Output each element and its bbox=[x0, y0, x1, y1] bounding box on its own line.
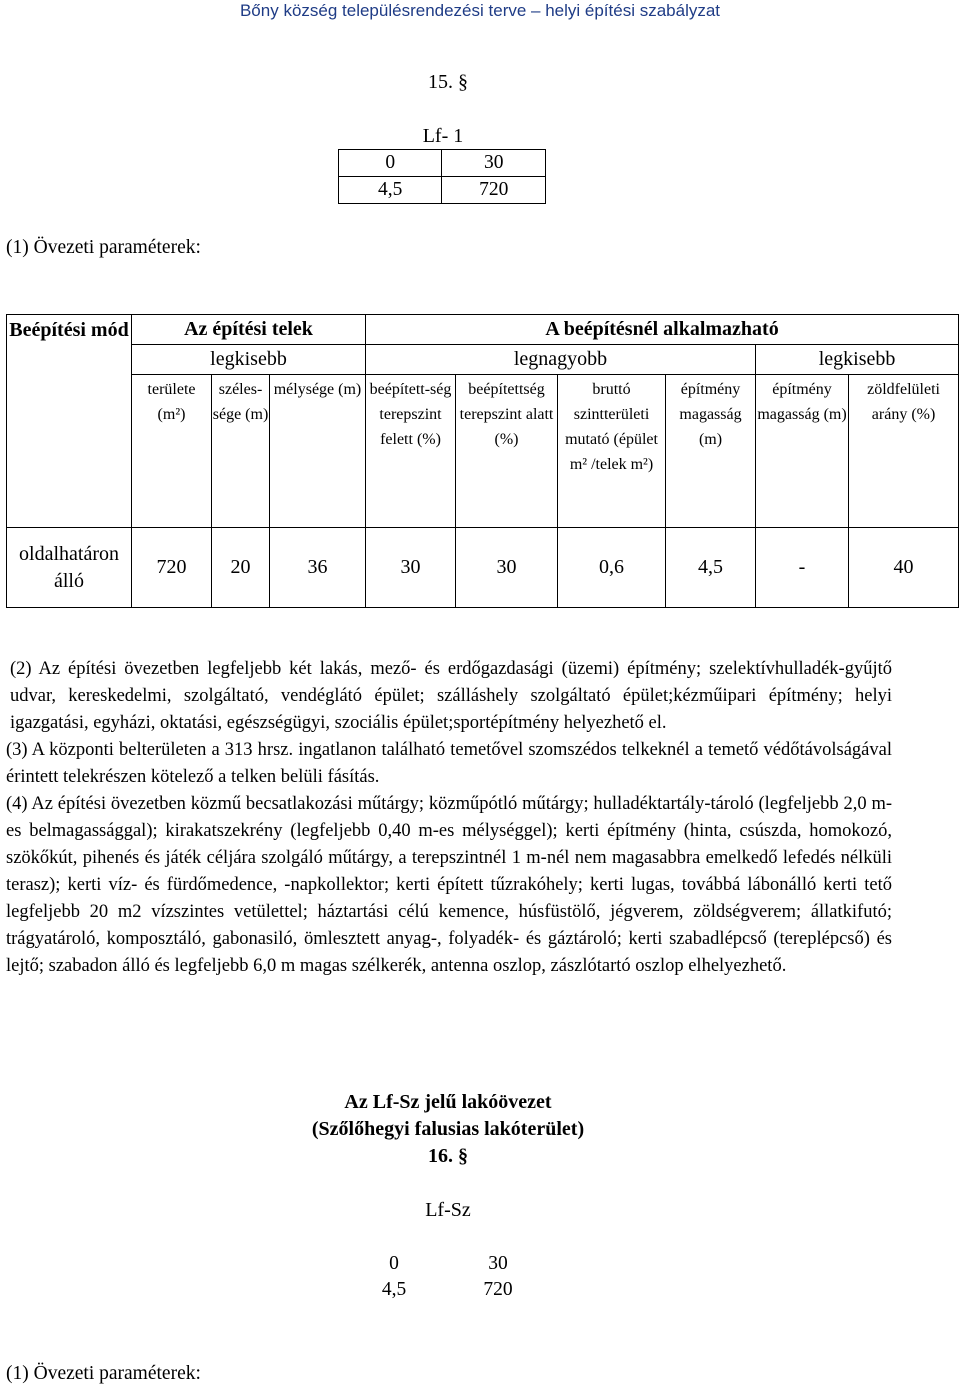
section-16-zone-title: Az Lf-Sz jelű lakóövezet bbox=[344, 1091, 552, 1113]
header-depth: mélysége (m) bbox=[270, 375, 366, 528]
zone-box-cell: 0 bbox=[339, 150, 442, 177]
header-floor-area-ratio: bruttó szintterületi mutató (épület m² /telek m²) bbox=[558, 375, 666, 528]
section-16-zone-box bbox=[342, 1251, 550, 1303]
header-building-height-max: építmény magasság (m) bbox=[666, 375, 756, 528]
section-16-params-heading: (1) Övezeti paraméterek: bbox=[6, 1363, 201, 1384]
zone-box-cell: 720 bbox=[483, 1279, 513, 1300]
header-coverage-above: beépített-ség terepszint felett (%) bbox=[366, 375, 456, 528]
header-green-ratio: zöldfelületi arány (%) bbox=[849, 375, 959, 528]
zone-box-cell: 0 bbox=[389, 1253, 399, 1274]
header-building-mode: Beépítési mód bbox=[7, 315, 132, 528]
header-building-height-min: építmény magasság (m) bbox=[756, 375, 849, 528]
header-area: területe (m²) bbox=[132, 375, 212, 528]
section-15-zone-code: Lf- 1 bbox=[422, 125, 464, 147]
zone-box-cell: 4,5 bbox=[339, 177, 442, 204]
section-16-number: 16. § bbox=[428, 1145, 468, 1167]
paragraph-2: (2) Az építési övezetben legfeljebb két lakás, mező- és erdőgazdasági (üzemi) építmény; szelektívhulladék-gyűjtő udvar, kereskedelmi, szolgáltató, vendéglátó épület; szálláshely szolgáltató épület;kézműipari építmény; helyi igazgatási, egyházi, oktatási, egészségügyi, szociális épület;sportépítmény helyezhető el. bbox=[10, 659, 892, 733]
section-16-zone-code: Lf-Sz bbox=[425, 1199, 471, 1221]
zone-box-cell: 30 bbox=[488, 1253, 508, 1274]
section-15-zone-box bbox=[338, 149, 546, 204]
regulation-paragraphs bbox=[6, 656, 892, 980]
section-16-zone-subtitle: (Szőlőhegyi falusias lakóterület) bbox=[311, 1118, 585, 1140]
section-15-params-heading: (1) Övezeti paraméterek: bbox=[6, 237, 201, 258]
header-coverage-below: beépítettség terepszint alatt (%) bbox=[456, 375, 558, 528]
value-building-height-min: - bbox=[756, 528, 849, 608]
header-group-plot: Az építési telek bbox=[132, 315, 366, 345]
section-15-number: 15. § bbox=[428, 71, 468, 93]
paragraph-3: (3) A központi belterületen a 313 hrsz. ingatlanon található temetővel szomszédos telkeknél a temető védőtávolságával érintett telekrészen kötelező a telken belüli fásítás. bbox=[6, 740, 892, 787]
row-building-mode: oldalhatáron álló bbox=[7, 528, 132, 608]
zone-box-cell: 720 bbox=[442, 177, 546, 204]
value-building-height-max: 4,5 bbox=[666, 528, 756, 608]
value-green-ratio: 40 bbox=[849, 528, 959, 608]
running-header: Bőny község településrendezési terve – helyi építési szabályzat bbox=[239, 1, 721, 20]
header-group-build: A beépítésnél alkalmazható bbox=[366, 315, 959, 345]
header-min-build: legkisebb bbox=[756, 345, 959, 375]
value-depth: 36 bbox=[270, 528, 366, 608]
header-max: legnagyobb bbox=[366, 345, 756, 375]
value-width: 20 bbox=[212, 528, 270, 608]
header-width: széles-sége (m) bbox=[212, 375, 270, 528]
value-coverage-below: 30 bbox=[456, 528, 558, 608]
value-area: 720 bbox=[132, 528, 212, 608]
paragraph-4: (4) Az építési övezetben közmű becsatlakozási műtárgy; közműpótló műtárgy; hulladéktartály-tároló (legfeljebb 2,0 m-es belmagassággal); kirakatszekrény (legfeljebb 0,40 m-es mélységgel); kerti építmény (hinta, csúszda, homokozó, szökőkút, pihenés és játék céljára szolgáló műtárgy, a terepszintnél 1 m-nél nem magasabbra emelkedő lefedés nélküli terasz); kerti víz- és fürdőmedence, -napkollektor; kerti épített tűzrakóhely; kerti lugas, továbbá lábonálló kerti tető legfeljebb 20 m2 vízszintes vetülettel; háztartási célú kemence, húsfüstölő, jégverem, zöldségverem; állatkifutó; trágyatároló, komposztáló, gabonasiló, ömlesztett anyag-, folyadék- és gáztároló; kerti szabadlépcső (tereplépcső) és lejtő; szabadon álló és legfeljebb 6,0 m magas szélkerék, antenna oszlop, zászlótartó oszlop elhelyezhető. bbox=[6, 794, 892, 976]
zone-parameters-table bbox=[6, 314, 959, 608]
value-coverage-above: 30 bbox=[366, 528, 456, 608]
zone-box-cell: 30 bbox=[442, 150, 546, 177]
value-floor-area-ratio: 0,6 bbox=[558, 528, 666, 608]
zone-box-cell: 4,5 bbox=[381, 1279, 407, 1300]
header-min-plot: legkisebb bbox=[132, 345, 366, 375]
